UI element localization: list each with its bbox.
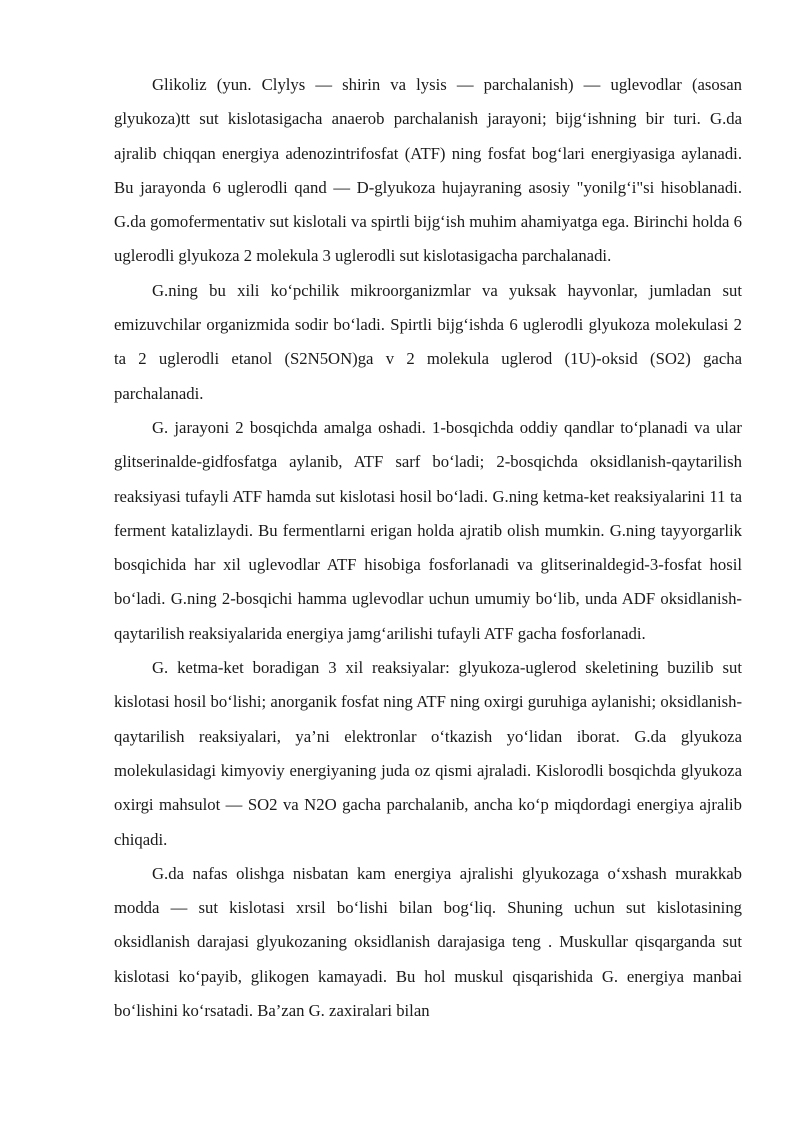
paragraph-2: G.ning bu xili ko‘pchilik mikroorganizmlar va yuksak hayvonlar, jumladan sut emizuvchilar organizmida sodir bo‘ladi. Spirtli bijg‘ishda 6 uglerodli glyukoza molekulasi 2 ta 2 uglerodli etanol (S2N5ON)ga v 2 molekula uglerod (1U)-oksid (SO2) gacha parchalanadi. (114, 280, 742, 403)
paragraph-5: G.da nafas olishga nisbatan kam energiya ajralishi glyukozaga o‘xshash murakkab modda — sut kislotasi xrsil bo‘lishi bilan bog‘liq. Shuning uchun sut kislotasining oksidlanish darajasi glyukozaning oksidlanish darajasiga teng . Muskullar qisqarganda sut kislotasi ko‘payib, glikogen kamayadi. Bu hol muskul qisqarishida G. energiya manbai bo‘lishini ko‘rsatadi. Ba’zan G. zaxiralari bilan (114, 863, 742, 1021)
paragraph-3: G. jarayoni 2 bosqichda amalga oshadi. 1-bosqichda oddiy qandlar to‘planadi va ular glitserinalde-gidfosfatga aylanib, ATF sarf bo‘ladi; 2-bosqichda oksidlanish-qaytarilish reaksiyasi tufayli ATF hamda sut kislotasi hosil bo‘ladi. G.ning ketma-ket reaksiyalarini 11 ta ferment katalizlaydi. Bu fermentlarni erigan holda ajratib olish mumkin. G.ning tayyorgarlik bosqichida har xil uglevodlar ATF hisobiga fosforlanadi va glitserinaldegid-3-fosfat hosil bo‘ladi. G.ning 2-bosqichi hamma uglevodlar uchun umumiy bo‘lib, unda ADF oksidlanish-qaytarilish reaksiyalarida energiya jamg‘arilishi tufayli ATF gacha fosforlanadi. (114, 417, 742, 643)
paragraph-1: Glikoliz (yun. Clylys — shirin va lysis — parchalanish) — uglevodlar (asosan glyukoza)tt sut kislotasigacha anaerob parchalanish jarayoni; bijg‘ishning bir turi. G.da ajralib chiqqan energiya adenozintrifosfat (ATF) ning fosfat bog‘lari energiyasiga aylanadi. Bu jarayonda 6 uglerodli qand — D-glyukoza hujayraning asosiy "yonilg‘i"si hisoblanadi. G.da gomofermentativ sut kislotali va spirtli bijg‘ish muhim ahamiyatga ega. Birinchi holda 6 uglerodli glyukoza 2 molekula 3 uglerodli sut kislotasigacha parchalanadi. (114, 75, 742, 266)
paragraph-4: G. ketma-ket boradigan 3 xil reaksiyalar: glyukoza-uglerod skeletining buzilib sut kislotasi hosil bo‘lishi; anorganik fosfat ning ATF ning oxirgi guruhiga aylanishi; oksidlanish-qaytarilish reaksiyalari, ya’ni elektronlar o‘tkazish yo‘lidan iborat. G.da glyukoza molekulasidagi kimyoviy energiyaning juda oz qismi ajraladi. Kislorodli bosqichda glyukoza oxirgi mahsulot — SO2 va N2O gacha parchalanib, ancha ko‘p miqdordagi energiya ajralib chiqadi. (114, 658, 742, 849)
